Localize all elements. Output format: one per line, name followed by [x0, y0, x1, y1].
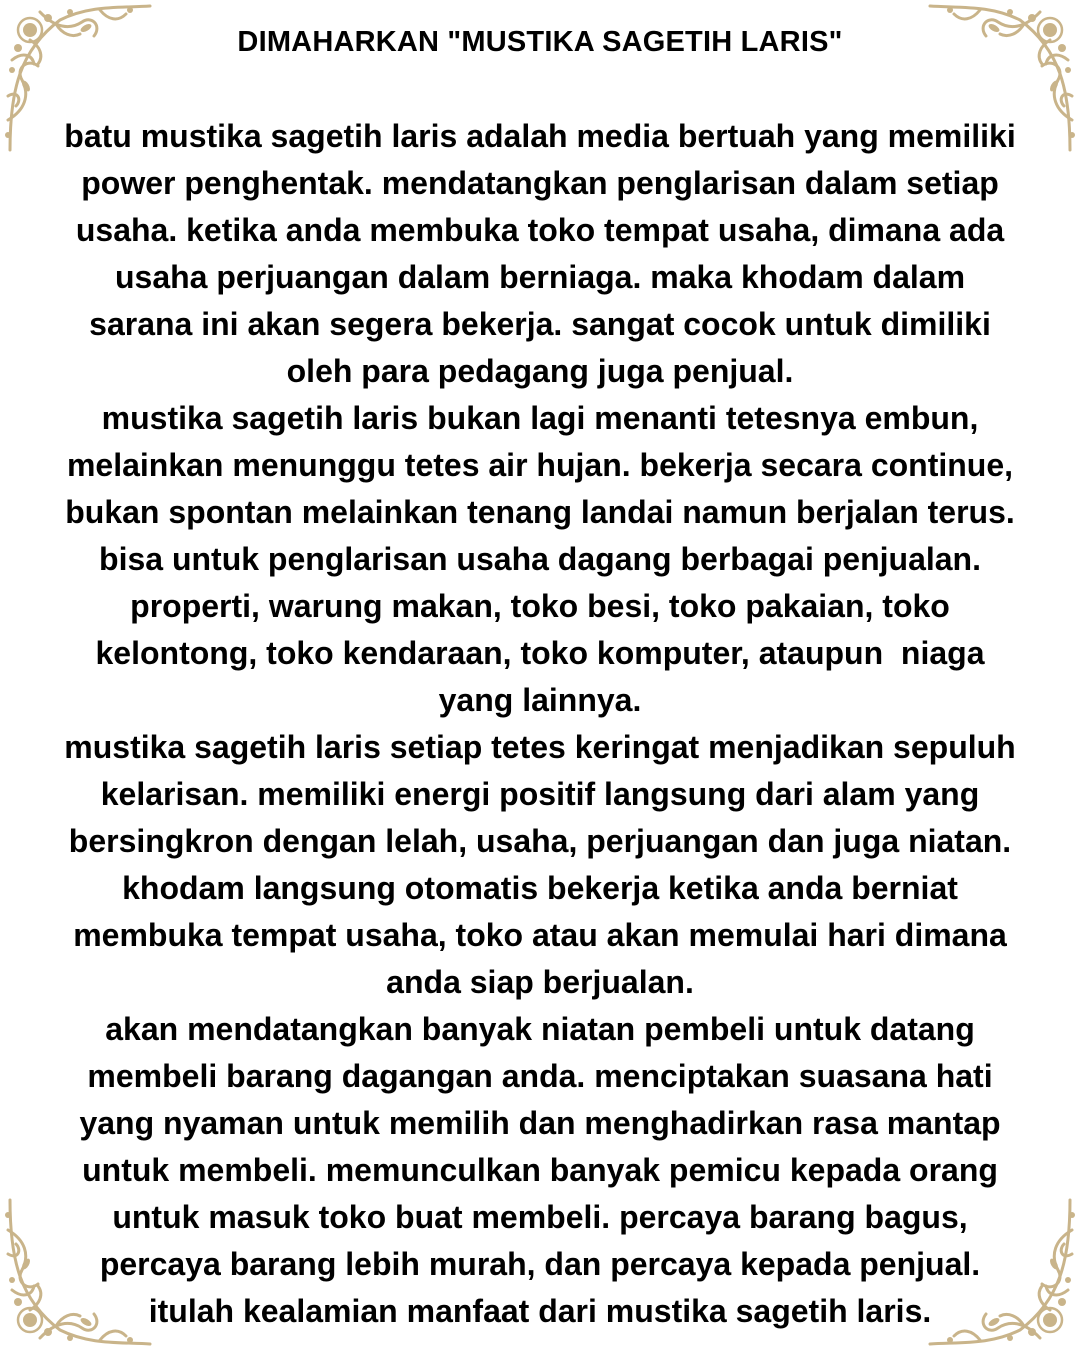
text-line: kelontong, toko kendaraan, toko komputer, ataupun niaga [95, 635, 985, 671]
text-line: mustika sagetih laris bukan lagi menanti tetesnya embun, [101, 400, 979, 436]
text-line: bukan spontan melainkan tenang landai namun berjalan terus. [65, 494, 1015, 530]
text-line: membuka tempat usaha, toko atau akan memulai hari dimana [73, 917, 1007, 953]
text-line: untuk masuk toko buat membeli. percaya barang bagus, [112, 1199, 968, 1235]
text-line: yang lainnya. [438, 682, 642, 718]
text-line: yang nyaman untuk memilih dan menghadirkan rasa mantap [79, 1105, 1001, 1141]
text-line: khodam langsung otomatis bekerja ketika anda berniat [122, 870, 958, 906]
body-text [28, 113, 1052, 1335]
text-line: percaya barang lebih murah, dan percaya kepada penjual. [99, 1246, 981, 1282]
text-line: bisa untuk penglarisan usaha dagang berbagai penjualan. [99, 541, 981, 577]
text-line: sarana ini akan segera bekerja. sangat cocok untuk dimiliki [89, 306, 991, 342]
text-line: kelarisan. memiliki energi positif langsung dari alam yang [100, 776, 980, 812]
text-line: akan mendatangkan banyak niatan pembeli untuk datang [105, 1011, 975, 1047]
text-line: membeli barang dagangan anda. menciptakan suasana hati [87, 1058, 993, 1094]
text-line: oleh para pedagang juga penjual. [286, 353, 794, 389]
text-line: mustika sagetih laris setiap tetes keringat menjadikan sepuluh [64, 729, 1016, 765]
text-line: anda siap berjualan. [386, 964, 694, 1000]
text-line: bersingkron dengan lelah, usaha, perjuangan dan juga niatan. [68, 823, 1012, 859]
text-line: batu mustika sagetih laris adalah media bertuah yang memiliki [64, 118, 1016, 154]
text-line: melainkan menunggu tetes air hujan. bekerja secara continue, [66, 447, 1014, 483]
text-line: itulah kealamian manfaat dari mustika sagetih laris. [148, 1293, 932, 1329]
page-title: DIMAHARKAN "MUSTIKA SAGETIH LARIS" [237, 26, 843, 58]
text-line: power penghentak. mendatangkan penglarisan dalam setiap [81, 165, 999, 201]
text-line: usaha perjuangan dalam berniaga. maka khodam dalam [114, 259, 966, 295]
text-line: untuk membeli. memunculkan banyak pemicu kepada orang [82, 1152, 998, 1188]
text-line: properti, warung makan, toko besi, toko pakaian, toko [130, 588, 950, 624]
text-line: usaha. ketika anda membuka toko tempat usaha, dimana ada [75, 212, 1005, 248]
